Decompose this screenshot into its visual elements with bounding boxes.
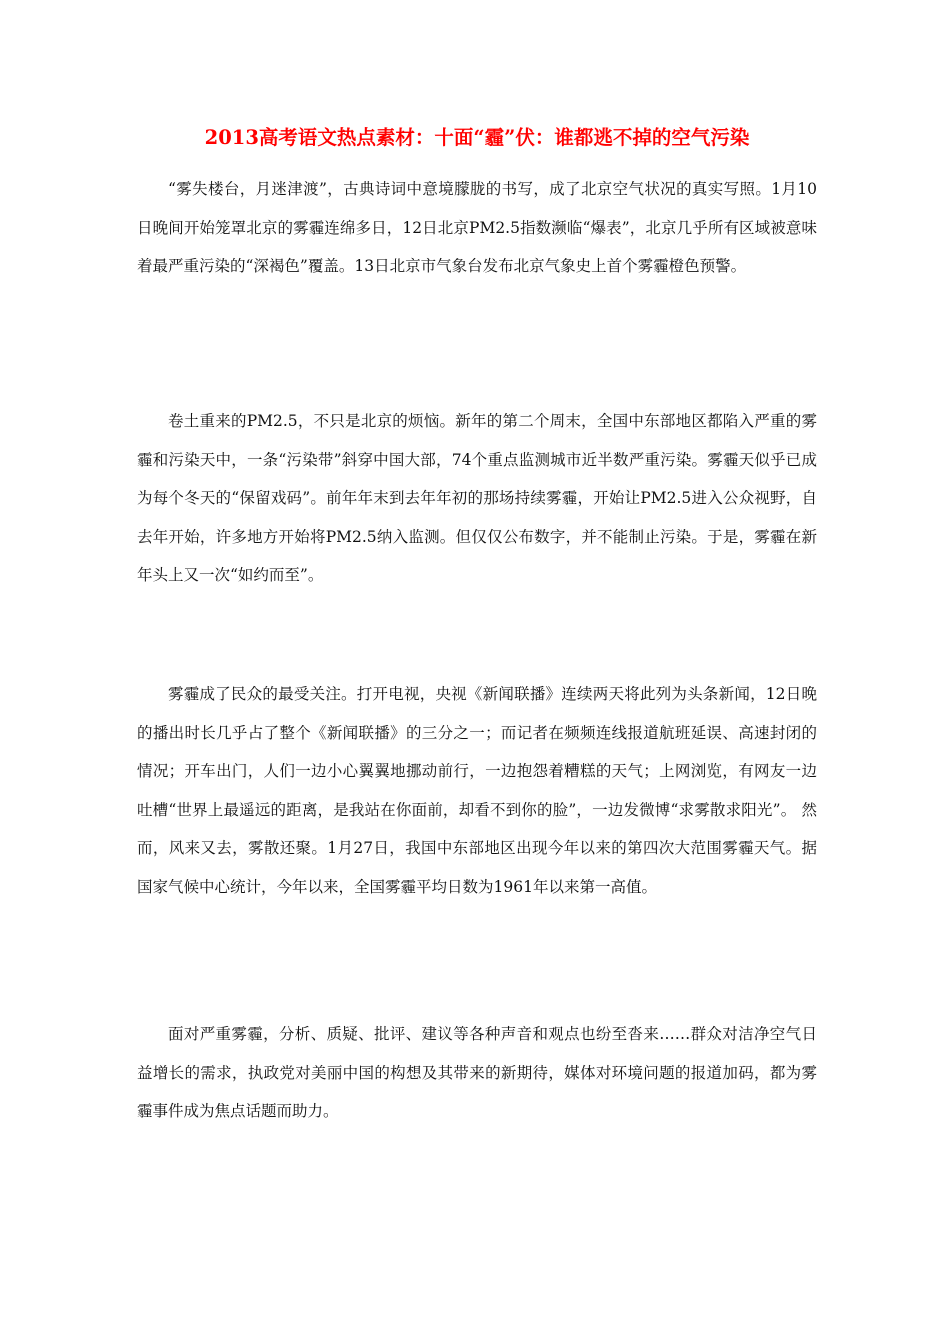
paragraph-2: 卷土重来的PM2.5，不只是北京的烦恼。新年的第二个周末，全国中东部地区都陷入严重的雾霾和污染天中，一条“污染带”斜穿中国大部，74个重点监测城市近半数严重污染。雾霾天似乎已成为每个冬天的“保留戏码”。前年年末到去年年初的那场持续雾霾，开始让PM2.5进入公众视野，自去年开始，许多地方开始将PM2.5纳入监测。但仅仅公布数字，并不能制止污染。于是，雾霾在新年头上又一次“如约而至”。 bbox=[137, 412, 817, 584]
paragraph-3: 雾霾成了民众的最受关注。打开电视，央视《新闻联播》连续两天将此列为头条新闻，12日晚的播出时长几乎占了整个《新闻联播》的三分之一；而记者在频频连线报道航班延误、高速封闭的情况；开车出门，人们一边小心翼翼地挪动前行，一边抱怨着糟糕的天气；上网浏览，有网友一边吐槽“世界上最遥远的距离，是我站在你面前，却看不到你的脸”，一边发微博“求雾散求阳光”。 然而，风来又去，雾散还聚。1月27日，我国中东部地区出现今年以来的第四次大范围雾霾天气。据国家气候中心统计，今年以来，全国雾霾平均日数为1961年以来第一高值。 bbox=[137, 685, 817, 896]
document-title: 2013高考语文热点素材：十面“霾”伏：谁都逃不掉的空气污染 bbox=[204, 126, 750, 149]
paragraph-1: “雾失楼台，月迷津渡”，古典诗词中意境朦胧的书写，成了北京空气状况的真实写照。1月10日晚间开始笼罩北京的雾霾连绵多日，12日北京PM2.5指数濒临“爆表”，北京几乎所有区域被意味着最严重污染的“深褐色”覆盖。13日北京市气象台发布北京气象史上首个雾霾橙色预警。 bbox=[137, 180, 817, 275]
paragraph-4: 面对严重雾霾，分析、质疑、批评、建议等各种声音和观点也纷至沓来……群众对洁净空气日益增长的需求，执政党对美丽中国的构想及其带来的新期待，媒体对环境问题的报道加码，都为雾霾事件成为焦点话题而助力。 bbox=[137, 1025, 817, 1120]
